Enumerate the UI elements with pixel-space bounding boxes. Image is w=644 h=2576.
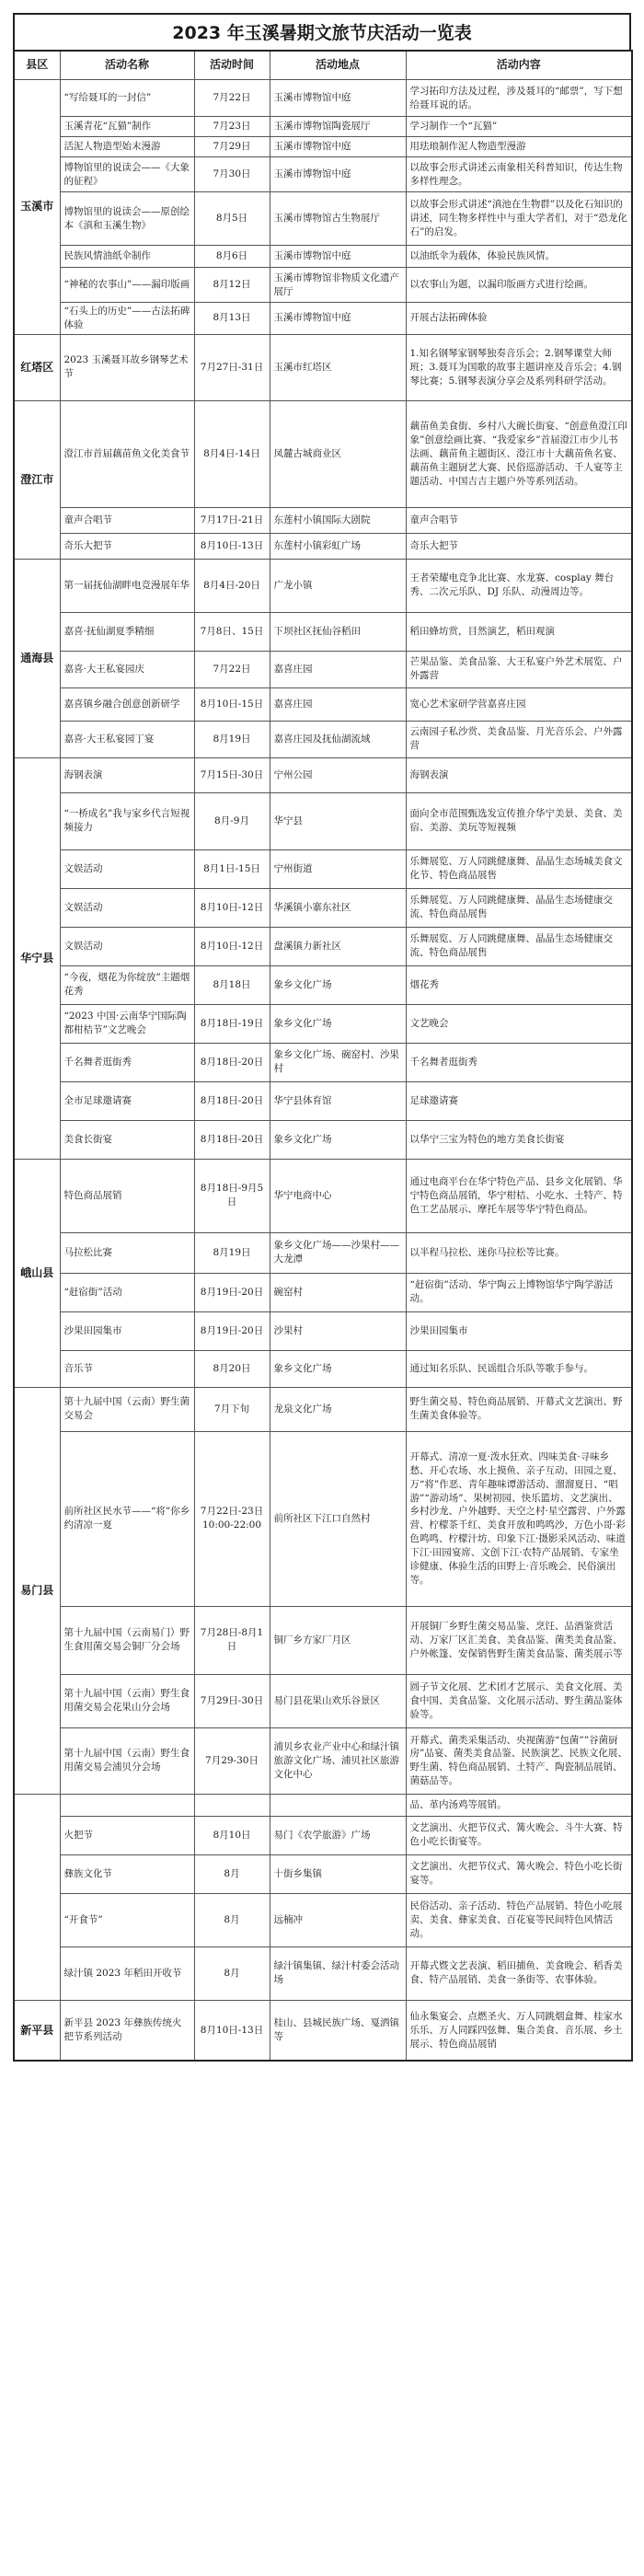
table-row xyxy=(14,1816,632,1854)
activity-content-cell: 仙永集宴会、点燃圣火、万人同跳烟盒舞、桂家水乐乐、万人同踩四弦舞、集合美食、音乐展、乡土展示、特色商品展销 xyxy=(406,2000,632,2061)
activity-content-cell: 以油纸伞为载体，体验民族风情。 xyxy=(406,246,632,268)
county-cell: 通海县 xyxy=(14,559,60,757)
table-body xyxy=(14,80,632,2062)
activity-time-cell: 7月22日 xyxy=(194,651,270,687)
activity-time-cell: 8月18日-9月5日 xyxy=(194,1159,270,1232)
activity-time-cell: 8月18日-20日 xyxy=(194,1043,270,1081)
activity-content-cell: 乐舞展览、万人同跳健康舞、晶晶生态场健康交流、特色商品展售 xyxy=(406,888,632,927)
activity-time-cell: 8月19日-20日 xyxy=(194,1273,270,1311)
table-row xyxy=(14,80,632,117)
activity-name-cell: “2023 中国·云南华宁国际陶都柑桔节”文艺晚会 xyxy=(60,1004,194,1043)
activity-time-cell: 8月18日-20日 xyxy=(194,1081,270,1120)
activity-place-cell: 浦贝乡农业产业中心和绿汁镇旅游文化广场、浦贝社区旅游文化中心 xyxy=(270,1727,406,1794)
activity-time-cell: 8月19日 xyxy=(194,1232,270,1273)
table-row xyxy=(14,757,632,792)
activity-place-cell: 华宁电商中心 xyxy=(270,1159,406,1232)
activity-name-cell: 博物馆里的说读会——《大象的征程》 xyxy=(60,157,194,192)
activity-place-cell: 易门《农学旅游》广场 xyxy=(270,1816,406,1854)
activity-place-cell xyxy=(270,1794,406,1816)
activity-place-cell: 华宁县 xyxy=(270,792,406,849)
activity-place-cell: 易门县花果山欢乐谷景区 xyxy=(270,1674,406,1727)
activity-place-cell: 玉溪市博物馆中庭 xyxy=(270,246,406,268)
activity-place-cell: 象乡文化广场 xyxy=(270,1350,406,1387)
activity-name-cell: 民族风情油纸伞制作 xyxy=(60,246,194,268)
activity-time-cell: 8月4日-14日 xyxy=(194,400,270,507)
table-row xyxy=(14,303,632,335)
activity-content-cell: 1.知名钢琴家钢琴独奏音乐会；2.钢琴课堂大师班；3.聂耳为国歌的故事主题讲座及音乐会；4.钢琴比赛；5.钢琴表演分享会及系列科研学活动。 xyxy=(406,334,632,400)
activity-name-cell: 美食长街宴 xyxy=(60,1120,194,1159)
activity-name-cell: 玉溪青花“瓦猫”制作 xyxy=(60,117,194,137)
activity-place-cell: 东莲村小镇彩虹广场 xyxy=(270,533,406,559)
activity-place-cell: 广龙小镇 xyxy=(270,559,406,612)
activity-content-cell: 王者荣耀电竞争北比赛、水龙赛、cosplay 舞台秀、二次元乐队、DJ 乐队、动漫周边等。 xyxy=(406,559,632,612)
activity-place-cell: 华溪镇小寨东社区 xyxy=(270,888,406,927)
activity-name-cell: 嘉喜·大王私宴园丁宴 xyxy=(60,721,194,757)
activity-content-cell: 开幕式暨文艺表演、稻田捕鱼、美食晚会、稻香美食、特产品展销、美食一条街等、农事体验。 xyxy=(406,1946,632,2000)
activity-content-cell: 宽心艺术家研学营嘉喜庄园 xyxy=(406,687,632,721)
activity-place-cell: 宁州街道 xyxy=(270,849,406,888)
table-row xyxy=(14,1120,632,1159)
county-cell: 峨山县 xyxy=(14,1159,60,1387)
activity-time-cell: 8月18日-19日 xyxy=(194,1004,270,1043)
table-row xyxy=(14,792,632,849)
activity-place-cell: 玉溪市红塔区 xyxy=(270,334,406,400)
table-row xyxy=(14,1081,632,1120)
activity-place-cell: 龙泉文化广场 xyxy=(270,1387,406,1431)
activity-name-cell: 马拉松比赛 xyxy=(60,1232,194,1273)
activity-time-cell: 8月10日-13日 xyxy=(194,2000,270,2061)
activity-time-cell: 8月10日-12日 xyxy=(194,888,270,927)
activity-time-cell: 8月4日-20日 xyxy=(194,559,270,612)
activity-time-cell: 8月 xyxy=(194,1854,270,1893)
table-row xyxy=(14,1854,632,1893)
county-cell: 红塔区 xyxy=(14,334,60,400)
activity-place-cell: 沙果村 xyxy=(270,1311,406,1350)
table-row xyxy=(14,965,632,1004)
table-row xyxy=(14,117,632,137)
header-activity-time: 活动时间 xyxy=(194,51,270,80)
activity-content-cell: 稻田蜂坊赏，目然演艺，稻田观演 xyxy=(406,612,632,651)
activity-content-cell: 学习拓印方法及过程，涉及聂耳的“邮票”，写下想给聂耳说的话。 xyxy=(406,80,632,117)
activity-content-cell: 芒果品鉴、美食品鉴、大王私宴户外艺术展览、户外露营 xyxy=(406,651,632,687)
activity-content-cell: 学习制作一个“瓦猫” xyxy=(406,117,632,137)
activity-time-cell: 8月10日-15日 xyxy=(194,687,270,721)
activity-content-cell: 海钢表演 xyxy=(406,757,632,792)
activity-time-cell: 8月18日 xyxy=(194,965,270,1004)
table-row xyxy=(14,157,632,192)
header-activity-place: 活动地点 xyxy=(270,51,406,80)
activity-name-cell: 第一届抚仙湖畔电竞漫展年华 xyxy=(60,559,194,612)
activity-place-cell: 嘉喜庄园 xyxy=(270,651,406,687)
activity-content-cell: 文艺演出、火把节仪式、篝火晚会、斗牛大赛、特色小吃长街宴等。 xyxy=(406,1816,632,1854)
table-row xyxy=(14,268,632,303)
table-row xyxy=(14,1350,632,1387)
activity-place-cell: 嘉喜庄园及抚仙湖流域 xyxy=(270,721,406,757)
activity-time-cell: 8月18日-20日 xyxy=(194,1120,270,1159)
activity-content-cell: 足球邀请赛 xyxy=(406,1081,632,1120)
table-row xyxy=(14,1311,632,1350)
activity-time-cell: 8月20日 xyxy=(194,1350,270,1387)
activity-name-cell: 彝族文化节 xyxy=(60,1854,194,1893)
table-row xyxy=(14,1159,632,1232)
activity-content-cell: 藕苗鱼美食街、乡村八大碗长街宴、“创意鱼澄江印象”创意绘画比赛、“我爱家乡”首届澄江市少儿书法画、藕苗鱼主题街区、澄江市十大藕苗鱼名宴、藕苗鱼主题厨艺大赛、民俗巡游活动、千人宴等主题活动、中国吉吉主题户外等系列活动。 xyxy=(406,400,632,507)
activity-content-cell: 开幕式、清凉一夏·泼水狂欢、四味美食·寻味乡愁、开心农场、水上摸鱼、亲子互动、田园之夏、万“将”作恶、青年趣味谭游活动、溜溜夏日、“唱游”“游动场”、果树初园、快乐篮坊、文艺演出、乡村沙龙、户外越野、天空之村·星空露营、户外露营、柠檬茶千红、美食开放和鸣鸣沙，万色小哥·彩色鸣鸣、柠檬汁坊、印象下江·摄影采风活动、味道下江·田园宴席、文创下江·农特产品展销、专家坐诊健康、体验生活的田野上·音乐晚会、民俗演出等。 xyxy=(406,1431,632,1606)
activity-name-cell: 文娱活动 xyxy=(60,849,194,888)
activity-time-cell: 8月10日 xyxy=(194,1816,270,1854)
activity-name-cell: “一桥成名”我与家乡代言短视频接力 xyxy=(60,792,194,849)
table-row xyxy=(14,612,632,651)
activity-content-cell: 以半程马拉松、迷你马拉松等比赛。 xyxy=(406,1232,632,1273)
activity-time-cell: 7月27日-31日 xyxy=(194,334,270,400)
activity-time-cell: 7月30日 xyxy=(194,157,270,192)
activity-place-cell: 象乡文化广场 xyxy=(270,1120,406,1159)
table-row xyxy=(14,192,632,246)
table-row xyxy=(14,1727,632,1794)
activity-place-cell: 宁州公园 xyxy=(270,757,406,792)
table-row xyxy=(14,1004,632,1043)
activity-name-cell: 沙果田园集市 xyxy=(60,1311,194,1350)
activity-time-cell: 7月29日-30日 xyxy=(194,1674,270,1727)
activity-content-cell: 奇乐大把节 xyxy=(406,533,632,559)
activity-time-cell: 7月下旬 xyxy=(194,1387,270,1431)
activity-place-cell: 远楠冲 xyxy=(270,1893,406,1946)
activity-content-cell: 沙果田园集市 xyxy=(406,1311,632,1350)
activity-time-cell: 8月5日 xyxy=(194,192,270,246)
table-row xyxy=(14,651,632,687)
activity-place-cell: 铜厂乡方家厂月区 xyxy=(270,1606,406,1674)
activity-time-cell: 8月19日-20日 xyxy=(194,1311,270,1350)
activity-content-cell: 文艺演出、火把节仪式、篝火晚会、特色小吃长街宴等。 xyxy=(406,1854,632,1893)
table-row xyxy=(14,721,632,757)
activity-content-cell: 圆子节文化展、艺术团才艺展示、美食文化展、美食中国、美食品鉴、文化展示活动、野生菌品鉴体验等。 xyxy=(406,1674,632,1727)
table-row xyxy=(14,400,632,507)
activity-place-cell: 东莲村小镇国际大剧院 xyxy=(270,507,406,533)
activity-name-cell: 全市足球邀请赛 xyxy=(60,1081,194,1120)
table-row xyxy=(14,1674,632,1727)
table-row xyxy=(14,1043,632,1081)
activity-name-cell: “今夜，烟花为你绽放”主题烟花秀 xyxy=(60,965,194,1004)
activity-name-cell: “写给聂耳的一封信” xyxy=(60,80,194,117)
activity-time-cell: 7月22日-23日 10:00-22:00 xyxy=(194,1431,270,1606)
activity-place-cell: 十街乡集镇 xyxy=(270,1854,406,1893)
activity-content-cell: 用珐琅制作泥人物造型漫游 xyxy=(406,137,632,157)
activity-place-cell: 象乡文化广场 xyxy=(270,965,406,1004)
table-row xyxy=(14,927,632,965)
activity-content-cell: 千名舞者逛街秀 xyxy=(406,1043,632,1081)
county-cell xyxy=(14,1794,60,2000)
county-cell: 新平县 xyxy=(14,2000,60,2061)
activity-time-cell: 8月10日-13日 xyxy=(194,533,270,559)
activity-name-cell: 第十九届中国（云南）野生食用菌交易会浦贝分会场 xyxy=(60,1727,194,1794)
county-cell: 华宁县 xyxy=(14,757,60,1159)
activity-name-cell: 千名舞者逛街秀 xyxy=(60,1043,194,1081)
activity-content-cell: 乐舞展览、万人同跳健康舞、晶晶生态场健康交流、特色商品展售 xyxy=(406,927,632,965)
activity-time-cell: 8月1日-15日 xyxy=(194,849,270,888)
table-row xyxy=(14,507,632,533)
header-activity-name: 活动名称 xyxy=(60,51,194,80)
activity-name-cell: 第十九届中国（云南）野生食用菌交易会花果山分会场 xyxy=(60,1674,194,1727)
activity-place-cell: 象乡文化广场、碗窑村、沙果村 xyxy=(270,1043,406,1081)
activity-time-cell: 7月22日 xyxy=(194,80,270,117)
activity-content-cell: 面向全市范围甄选发宣传推介华宁美景、美食、美宿、美游、美玩等短视频 xyxy=(406,792,632,849)
header-row xyxy=(14,51,632,80)
header-county: 县区 xyxy=(14,51,60,80)
activity-name-cell: 新平县 2023 年彝族传统火把节系列活动 xyxy=(60,2000,194,2061)
activity-name-cell: 文娱活动 xyxy=(60,888,194,927)
activity-content-cell: 品、革内汤鸡等展销。 xyxy=(406,1794,632,1816)
county-cell: 澄江市 xyxy=(14,400,60,559)
activity-place-cell: 桂山、县城民族广场、戛洒镇等 xyxy=(270,2000,406,2061)
activity-place-cell: 玉溪市博物馆陶瓷展厅 xyxy=(270,117,406,137)
activity-time-cell: 8月10日-12日 xyxy=(194,927,270,965)
activity-content-cell: 民俗活动、亲子活动、特色产品展销、特色小吃展卖、美食、彝家美食、百花宴等民间特色风情活动。 xyxy=(406,1893,632,1946)
activity-time-cell: 7月28日-8月1日 xyxy=(194,1606,270,1674)
activity-place-cell: 玉溪市博物馆中庭 xyxy=(270,80,406,117)
activity-name-cell: “石头上的历史”——古法拓碑体验 xyxy=(60,303,194,335)
activity-name-cell: 火把节 xyxy=(60,1816,194,1854)
activity-place-cell: 盘溪镇力新社区 xyxy=(270,927,406,965)
activity-content-cell: 云南园子私沙赏、美食品鉴、月光音乐会、户外露营 xyxy=(406,721,632,757)
activity-time-cell: 8月-9月 xyxy=(194,792,270,849)
activity-place-cell: 玉溪市博物馆中庭 xyxy=(270,157,406,192)
activity-name-cell: 特色商品展销 xyxy=(60,1159,194,1232)
activity-content-cell: 野生菌交易、特色商品展销、开幕式文艺演出、野生菌美食体验等。 xyxy=(406,1387,632,1431)
activity-name-cell: 博物馆里的说读会——原创绘本《滇和玉溪生物》 xyxy=(60,192,194,246)
activity-table xyxy=(13,50,633,2062)
activity-name-cell: 绿汁镇 2023 年稻田开收节 xyxy=(60,1946,194,2000)
activity-content-cell: “赶宿街”活动、华宁陶云上博物馆华宁陶学游活动。 xyxy=(406,1273,632,1311)
activity-time-cell: 7月23日 xyxy=(194,117,270,137)
table-row xyxy=(14,1794,632,1816)
activity-place-cell: 嘉喜庄园 xyxy=(270,687,406,721)
table-row xyxy=(14,533,632,559)
activity-name-cell: 海钢表演 xyxy=(60,757,194,792)
activity-time-cell: 7月15日-30日 xyxy=(194,757,270,792)
activity-place-cell: 华宁县体育馆 xyxy=(270,1081,406,1120)
activity-place-cell: 玉溪市博物馆古生物展厅 xyxy=(270,192,406,246)
activity-time-cell: 7月17日-21日 xyxy=(194,507,270,533)
activity-place-cell: 绿汁镇集镇、绿汁村委会活动场 xyxy=(270,1946,406,2000)
activity-name-cell: “开食节” xyxy=(60,1893,194,1946)
table-row xyxy=(14,1946,632,2000)
activity-time-cell: 8月19日 xyxy=(194,721,270,757)
activity-name-cell: 音乐节 xyxy=(60,1350,194,1387)
activity-name-cell: 第十九届中国（云南易门）野生食用菌交易会铜厂分会场 xyxy=(60,1606,194,1674)
activity-name-cell: 澄江市首届藕苗鱼文化美食节 xyxy=(60,400,194,507)
activity-content-cell: 通过知名乐队、民谣组合乐队等歌手参与。 xyxy=(406,1350,632,1387)
activity-time-cell: 8月13日 xyxy=(194,303,270,335)
header-activity-content: 活动内容 xyxy=(406,51,632,80)
activity-content-cell: 以故事会形式讲述“滇池在生物群”以及化石知识的讲述，同生物多样性中与重大学者们，对于“恐龙化石”的启发。 xyxy=(406,192,632,246)
document-title: 2023 年玉溪暑期文旅节庆活动一览表 xyxy=(13,13,631,50)
table-row xyxy=(14,1431,632,1606)
activity-place-cell: 下坝社区抚仙谷稻田 xyxy=(270,612,406,651)
activity-content-cell: 烟花秀 xyxy=(406,965,632,1004)
activity-name-cell: “赶宿街”活动 xyxy=(60,1273,194,1311)
activity-time-cell: 7月8日、15日 xyxy=(194,612,270,651)
activity-name-cell xyxy=(60,1794,194,1816)
activity-content-cell: 开幕式、菌类采集活动、央视菌游“包菌””谷菌厨房”品宴、菌类美食品鉴、民族演艺、民族文化展、野生菌、特色商品展销、土特产、陶瓷制品展销、菌菇品等。 xyxy=(406,1727,632,1794)
activity-place-cell: 象乡文化广场 xyxy=(270,1004,406,1043)
table-row xyxy=(14,1387,632,1431)
activity-place-cell: 玉溪市博物馆中庭 xyxy=(270,137,406,157)
activity-time-cell: 7月29-30日 xyxy=(194,1727,270,1794)
activity-place-cell: 玉溪市博物馆中庭 xyxy=(270,303,406,335)
county-cell: 易门县 xyxy=(14,1387,60,1794)
activity-content-cell: 以故事会形式讲述云南象相关科普知识，传达生物多样性理念。 xyxy=(406,157,632,192)
table-row xyxy=(14,1893,632,1946)
activity-place-cell: 凤麓古城商业区 xyxy=(270,400,406,507)
activity-name-cell: 奇乐大把节 xyxy=(60,533,194,559)
table-row xyxy=(14,559,632,612)
activity-name-cell: 活泥人物造型始末漫游 xyxy=(60,137,194,157)
activity-time-cell: 8月 xyxy=(194,1946,270,2000)
activity-time-cell xyxy=(194,1794,270,1816)
activity-name-cell: 文娱活动 xyxy=(60,927,194,965)
activity-name-cell: “神秘的农事山”——漏印版画 xyxy=(60,268,194,303)
activity-name-cell: 2023 玉溪聂耳故乡钢琴艺术节 xyxy=(60,334,194,400)
activity-place-cell: 象乡文化广场——沙果村——大龙潭 xyxy=(270,1232,406,1273)
activity-place-cell: 前所社区下江口自然村 xyxy=(270,1431,406,1606)
activity-content-cell: 乐舞展览、万人同跳健康舞、晶晶生态场城美食文化节、特色商品展售 xyxy=(406,849,632,888)
activity-name-cell: 嘉喜·抚仙湖夏季精细 xyxy=(60,612,194,651)
activity-content-cell: 文艺晚会 xyxy=(406,1004,632,1043)
activity-name-cell: 前所社区民水节——“将”你乡约清凉一夏 xyxy=(60,1431,194,1606)
activity-name-cell: 童声合唱节 xyxy=(60,507,194,533)
table-row xyxy=(14,2000,632,2061)
table-row xyxy=(14,1232,632,1273)
activity-time-cell: 8月6日 xyxy=(194,246,270,268)
table-row xyxy=(14,1273,632,1311)
activity-place-cell: 玉溪市博物馆非物质文化遗产展厅 xyxy=(270,268,406,303)
table-row xyxy=(14,246,632,268)
activity-name-cell: 嘉喜·大王私宴园庆 xyxy=(60,651,194,687)
activity-content-cell: 通过电商平台在华宁特色产品、县乡文化展销、华宁特色商品展销，华宁柑桔、小吃水、土特产、特色工艺品展示、摩托车展等华宁特色商品。 xyxy=(406,1159,632,1232)
activity-content-cell: 开展铜厂乡野生菌交易品鉴、烹饪、品酒鉴赏活动、万家厂区汇美食、美食品鉴、菌类美食品鉴、户外帐篷、安保销售野生菌美食品鉴、菌类展示等 xyxy=(406,1606,632,1674)
activity-content-cell: 童声合唱节 xyxy=(406,507,632,533)
table-row xyxy=(14,137,632,157)
table-row xyxy=(14,334,632,400)
table-row xyxy=(14,849,632,888)
activity-time-cell: 8月 xyxy=(194,1893,270,1946)
activity-content-cell: 以华宁三宝为特色的地方美食长街宴 xyxy=(406,1120,632,1159)
activity-time-cell: 7月29日 xyxy=(194,137,270,157)
table-row xyxy=(14,687,632,721)
table-row xyxy=(14,888,632,927)
activity-name-cell: 第十九届中国（云南）野生菌交易会 xyxy=(60,1387,194,1431)
county-cell: 玉溪市 xyxy=(14,80,60,335)
activity-name-cell: 嘉喜镇乡融合创意创新研学 xyxy=(60,687,194,721)
activity-content-cell: 以农事山为题，以漏印版画方式进行绘画。 xyxy=(406,268,632,303)
table-row xyxy=(14,1606,632,1674)
activity-time-cell: 8月12日 xyxy=(194,268,270,303)
activity-place-cell: 碗窑村 xyxy=(270,1273,406,1311)
activity-content-cell: 开展古法拓碑体验 xyxy=(406,303,632,335)
